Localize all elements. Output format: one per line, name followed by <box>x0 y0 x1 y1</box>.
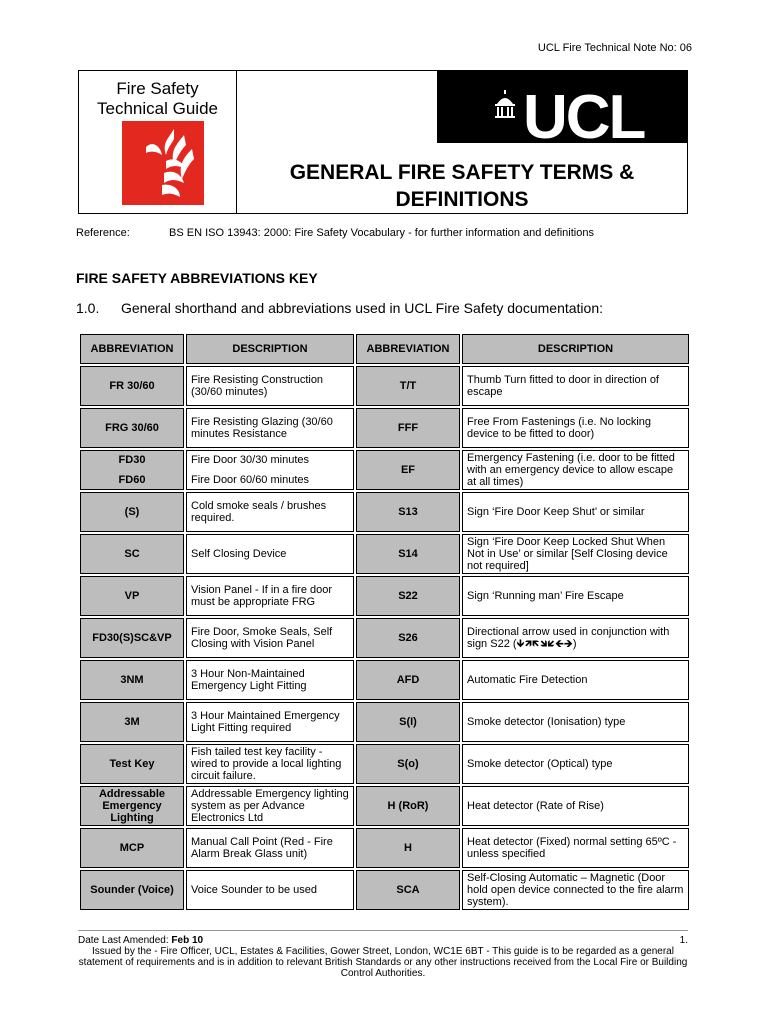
description-cell: Manual Call Point (Red - Fire Alarm Break Glass unit) <box>186 828 354 868</box>
abbreviation-cell: S22 <box>356 576 460 616</box>
description-cell: Sign ‘Running man’ Fire Escape <box>462 576 689 616</box>
description-cell: Sign ‘Fire Door Keep Locked Shut When Not in Use’ or similar [Self Closing device not required] <box>462 534 689 574</box>
abbreviation-cell: FR 30/60 <box>80 366 184 406</box>
amended-label: Date Last Amended: <box>78 935 172 946</box>
abbreviation-cell: (S) <box>80 492 184 532</box>
abbreviation-cell: S(o) <box>356 744 460 784</box>
description-cell: Directional arrow used in conjunction with sign S22 (🡻🡽🡼🡾🡿🡸🡺) <box>462 618 689 658</box>
abbreviation-cell: MCP <box>80 828 184 868</box>
table-row <box>80 450 689 490</box>
table-row <box>80 408 689 448</box>
description-cell: Fire Resisting Glazing (30/60 minutes Resistance <box>186 408 354 448</box>
table-row <box>80 828 689 868</box>
abbreviation-cell: FD30(S)SC&VP <box>80 618 184 658</box>
abbreviation-cell: S14 <box>356 534 460 574</box>
column-header-abbreviation: ABBREVIATION <box>80 334 184 364</box>
ucl-logo <box>491 88 681 140</box>
abbreviation-cell: EF <box>356 450 460 490</box>
description-cell: Self Closing Device <box>186 534 354 574</box>
abbreviation-cell: AFD <box>356 660 460 700</box>
page-title: GENERAL FIRE SAFETY TERMS & DEFINITIONS <box>289 161 635 211</box>
reference-text: BS EN ISO 13943: 2000: Fire Safety Vocabulary - for further information and definitions <box>169 227 594 239</box>
abbreviation-cell: SCA <box>356 870 460 910</box>
table-row <box>80 870 689 910</box>
abbreviation-cell: S26 <box>356 618 460 658</box>
note-number: UCL Fire Technical Note No: 06 <box>537 42 692 54</box>
table-row <box>80 702 689 742</box>
abbreviation-cell: SC <box>80 534 184 574</box>
table-row <box>80 366 689 406</box>
description-cell: Self-Closing Automatic – Magnetic (Door hold open device connected to the fire alarm system). <box>462 870 689 910</box>
abbreviation-cell: FFF <box>356 408 460 448</box>
fire-icon <box>122 121 204 205</box>
page-number: 1. <box>679 935 688 946</box>
abbreviation-cell: 3M <box>80 702 184 742</box>
abbreviations-table <box>78 332 691 912</box>
column-header-description: DESCRIPTION <box>462 334 689 364</box>
table-row <box>80 618 689 658</box>
description-cell: Fire Door 30/30 minutes Fire Door 60/60 minutes <box>186 450 354 490</box>
description-cell: Heat detector (Rate of Rise) <box>462 786 689 826</box>
description-cell: Heat detector (Fixed) normal setting 65ºC - unless specified <box>462 828 689 868</box>
abbreviation-cell: VP <box>80 576 184 616</box>
description-cell: Addressable Emergency lighting system as per Advance Electronics Ltd <box>186 786 354 826</box>
description-cell: Sign ‘Fire Door Keep Shut’ or similar <box>462 492 689 532</box>
column-header-description: DESCRIPTION <box>186 334 354 364</box>
description-cell: Fire Door, Smoke Seals, Self Closing with Vision Panel <box>186 618 354 658</box>
amended-date: Feb 10 <box>171 935 204 946</box>
table-row <box>80 492 689 532</box>
abbreviation-cell: H <box>356 828 460 868</box>
table-row <box>80 534 689 574</box>
issued-statement: Issued by the - Fire Officer, UCL, Estates & Facilities, Gower Street, London, WC1E 6BT - This guide is to be regarded as a general statement of requirements and is in addition to relevant British Standards or any other instructions received from the Local Fire or Building Control Authorities. <box>78 946 688 979</box>
abbreviation-cell: Sounder (Voice) <box>80 870 184 910</box>
description-cell: Fish tailed test key facility - wired to provide a local lighting circuit failure. <box>186 744 354 784</box>
header-box <box>78 70 688 214</box>
footer-divider <box>78 930 688 931</box>
abbreviation-cell: T/T <box>356 366 460 406</box>
guide-badge <box>79 71 237 213</box>
intro-paragraph <box>76 300 603 316</box>
guide-title: Fire Safety Technical Guide <box>97 79 218 118</box>
table-row <box>80 660 689 700</box>
intro-text: General shorthand and abbreviations used in UCL Fire Safety documentation: <box>121 300 603 316</box>
description-cell: Emergency Fastening (i.e. door to be fitted with an emergency device to allow escape at all times) <box>462 450 689 490</box>
abbreviation-cell: Test Key <box>80 744 184 784</box>
table-row <box>80 576 689 616</box>
description-cell: Fire Resisting Construction (30/60 minutes) <box>186 366 354 406</box>
description-cell: Smoke detector (Ionisation) type <box>462 702 689 742</box>
description-cell: Smoke detector (Optical) type <box>462 744 689 784</box>
description-cell: Vision Panel - If in a fire door must be appropriate FRG <box>186 576 354 616</box>
abbreviation-cell: S(I) <box>356 702 460 742</box>
page-footer <box>78 935 688 979</box>
section-heading: FIRE SAFETY ABBREVIATIONS KEY <box>76 270 318 286</box>
reference-label: Reference: <box>76 227 130 239</box>
amended-line <box>78 935 688 946</box>
abbreviation-cell: FRG 30/60 <box>80 408 184 448</box>
ucl-logo-text: UCL <box>523 88 645 140</box>
abbreviation-cell: S13 <box>356 492 460 532</box>
description-cell: Automatic Fire Detection <box>462 660 689 700</box>
description-cell: Voice Sounder to be used <box>186 870 354 910</box>
abbreviation-cell: 3NM <box>80 660 184 700</box>
abbreviation-cell: Addressable Emergency Lighting <box>80 786 184 826</box>
table-row <box>80 786 689 826</box>
abbreviation-cell: FD30 FD60 <box>80 450 184 490</box>
column-header-abbreviation: ABBREVIATION <box>356 334 460 364</box>
description-cell: Thumb Turn fitted to door in direction of escape <box>462 366 689 406</box>
description-cell: 3 Hour Maintained Emergency Light Fitting required <box>186 702 354 742</box>
description-cell: Cold smoke seals / brushes required. <box>186 492 354 532</box>
abbreviation-cell: H (RoR) <box>356 786 460 826</box>
description-cell: 3 Hour Non-Maintained Emergency Light Fitting <box>186 660 354 700</box>
table-row <box>80 744 689 784</box>
intro-number: 1.0. <box>76 300 100 316</box>
description-cell: Free From Fastenings (i.e. No locking device to be fitted to door) <box>462 408 689 448</box>
